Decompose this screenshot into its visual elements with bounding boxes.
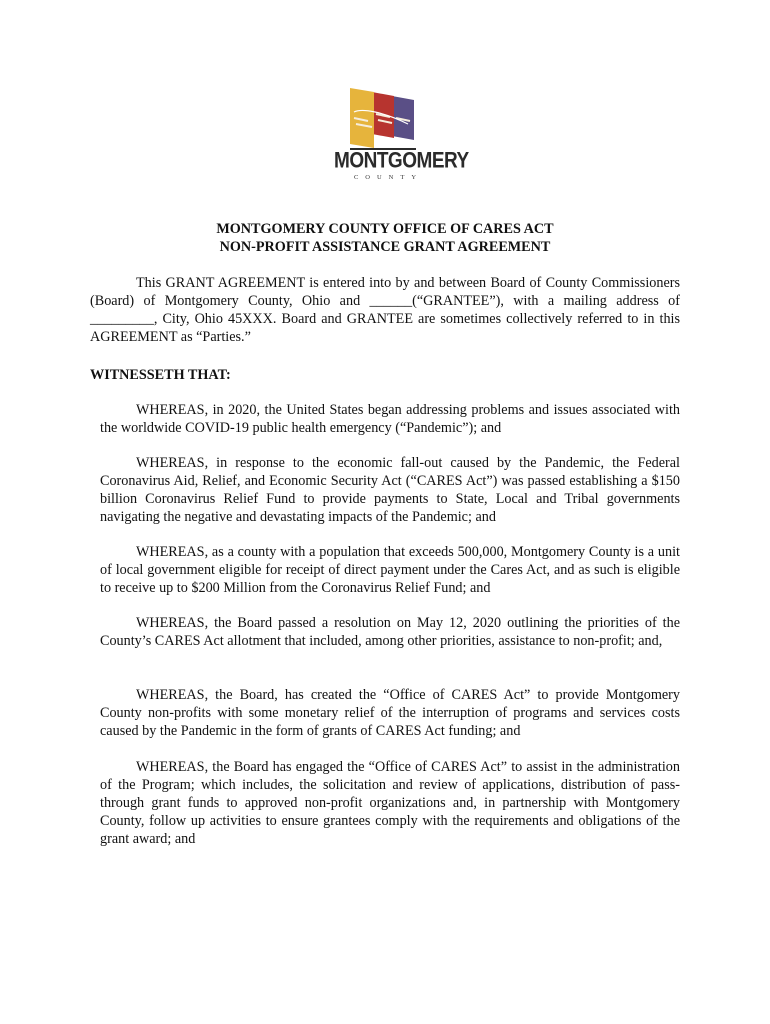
document-title-line2: NON-PROFIT ASSISTANCE GRANT AGREEMENT [219, 239, 551, 255]
whereas-paragraph: WHEREAS, in 2020, the United States began addressing problems and issues associated with the worldwide COVID-19 public health emergency (“Pandemic”); and [100, 402, 680, 436]
whereas-paragraph: WHEREAS, the Board passed a resolution on May 12, 2020 outlining the priorities of the County’s CARES Act allotment that included, among other priorities, assistance to non-profit; and, [100, 615, 680, 649]
logo-flag-panels-icon [334, 88, 436, 152]
document-title-line1: MONTGOMERY COUNTY OFFICE OF CARES ACT [216, 221, 554, 237]
witnesseth-heading: WITNESSETH THAT: [90, 367, 231, 383]
logo-panel-yellow [350, 88, 374, 148]
intro-text: This GRANT AGREEMENT is entered into by and between Board of County Commissioners (Board) of Montgomery County, Ohio and ______(“GRANTEE”), with a mailing address of _________, City, Ohio 45XXX. Board and GRANTEE are sometimes collectively referred to in this AGREEMENT as “Parties.” [90, 275, 680, 345]
whereas-paragraph: WHEREAS, in response to the economic fall-out caused by the Pandemic, the Federal Coronavirus Aid, Relief, and Economic Security Act (“CARES Act”) was passed establishing a $150 billion Coronavirus Relief Fund to provide payments to State, Local and Tribal governments navigating the negative and devastating impacts of the Pandemic; and [100, 455, 680, 525]
logo-wordmark: MONTGOMERY [334, 148, 469, 173]
whereas-paragraph: WHEREAS, as a county with a population that exceeds 500,000, Montgomery County is a unit of local government eligible for receipt of direct payment under the Cares Act, and as such is eligible to receive up to $200 Million from the Coronavirus Relief Fund; and [100, 544, 680, 596]
whereas-paragraph: WHEREAS, the Board has engaged the “Office of CARES Act” to assist in the administration of the Program; which includes, the solicitation and review of applications, distribution of pass-through grant funds to approved non-profit organizations and, in partnership with Montgomery County, follow up activities to ensure grantees comply with the requirements and obligations of the grant award; and [100, 759, 680, 847]
logo-county-label: COUNTY [353, 174, 424, 181]
whereas-paragraph: WHEREAS, the Board, has created the “Office of CARES Act” to provide Montgomery County non-profits with some monetary relief of the interruption of programs and services costs caused by the Pandemic in the form of grants of CARES Act funding; and [100, 687, 680, 739]
intro-paragraph [90, 274, 680, 346]
